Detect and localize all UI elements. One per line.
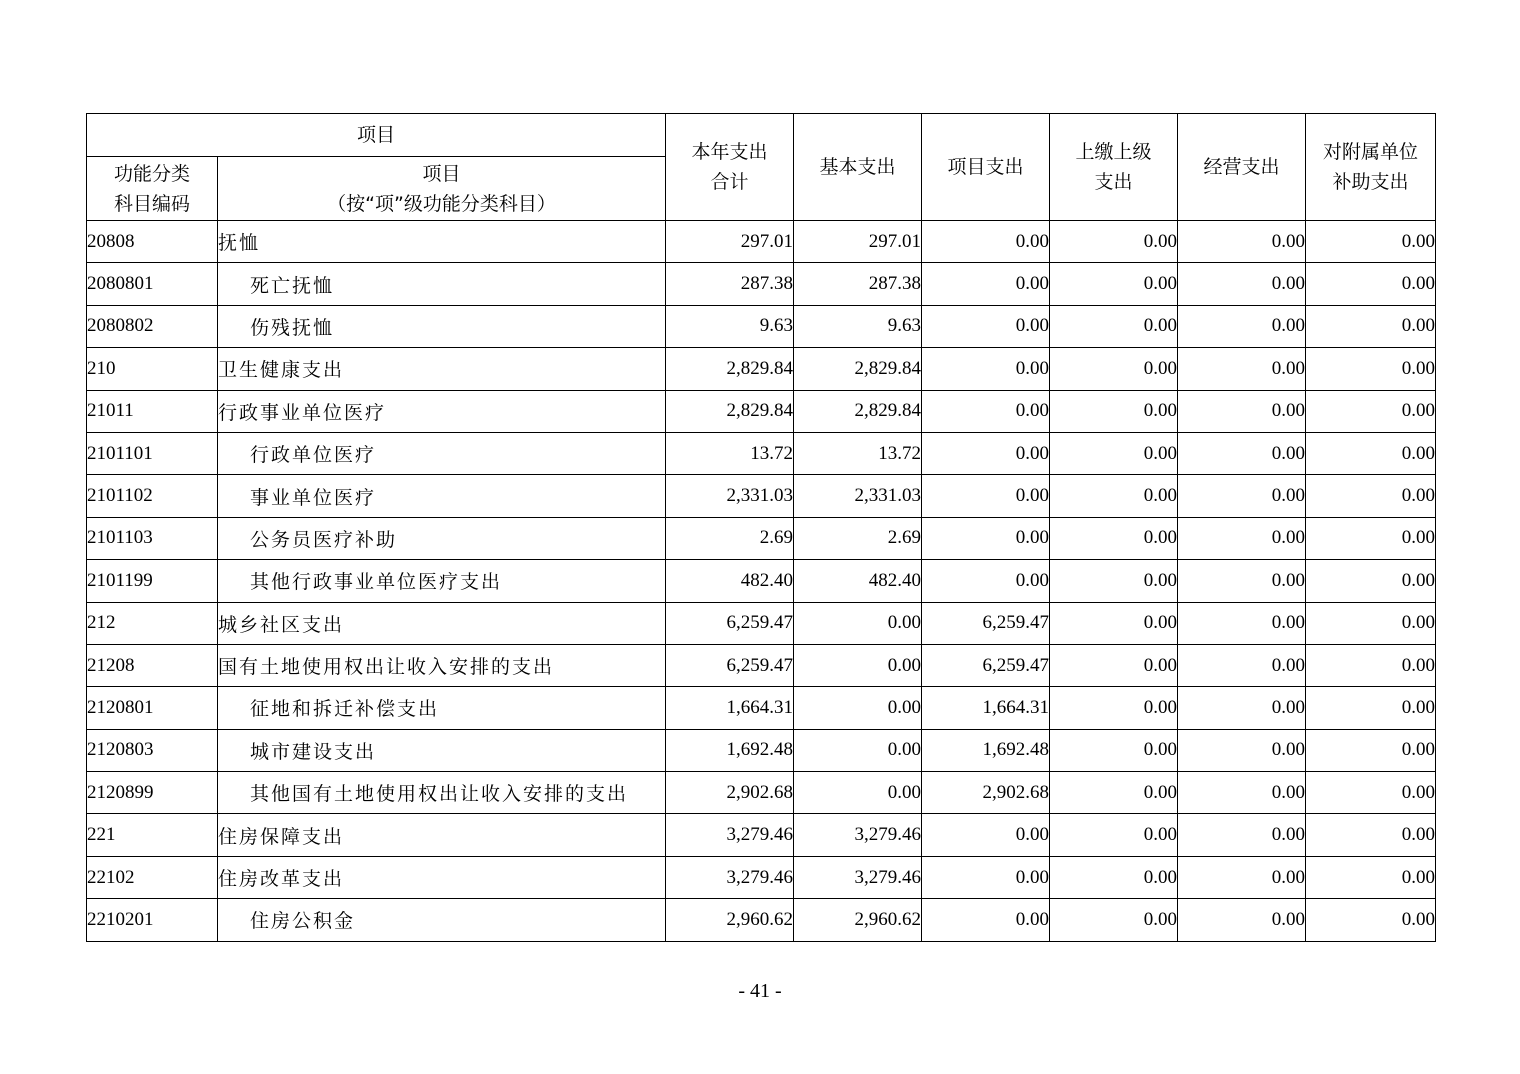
table-row — [87, 729, 1436, 771]
cell-operating: 0.00 — [1178, 305, 1306, 347]
cell-operating: 0.00 — [1178, 432, 1306, 474]
cell-operating: 0.00 — [1178, 560, 1306, 602]
cell-total: 13.72 — [666, 432, 794, 474]
cell-basic: 0.00 — [794, 644, 922, 686]
cell-name: 抚恤 — [218, 221, 666, 263]
table-row — [87, 305, 1436, 347]
cell-project: 0.00 — [922, 560, 1050, 602]
cell-total: 2,331.03 — [666, 475, 794, 517]
cell-subsidy: 0.00 — [1306, 390, 1436, 432]
cell-code: 2101102 — [87, 475, 218, 517]
cell-code: 2210201 — [87, 899, 218, 941]
cell-total: 6,259.47 — [666, 602, 794, 644]
cell-code: 2080802 — [87, 305, 218, 347]
cell-name: 住房改革支出 — [218, 856, 666, 898]
cell-code: 22102 — [87, 856, 218, 898]
cell-basic: 3,279.46 — [794, 856, 922, 898]
cell-basic: 2,829.84 — [794, 348, 922, 390]
cell-basic: 13.72 — [794, 432, 922, 474]
cell-operating: 0.00 — [1178, 390, 1306, 432]
header-name: 项目 （按“项”级功能分类科目） — [218, 157, 666, 221]
cell-project: 1,692.48 — [922, 729, 1050, 771]
table-row — [87, 390, 1436, 432]
table-row — [87, 899, 1436, 941]
cell-upper: 0.00 — [1050, 221, 1178, 263]
cell-upper: 0.00 — [1050, 475, 1178, 517]
header-project: 项目支出 — [922, 114, 1050, 221]
cell-total: 1,664.31 — [666, 687, 794, 729]
cell-project: 6,259.47 — [922, 644, 1050, 686]
table-body — [87, 221, 1436, 942]
cell-code: 212 — [87, 602, 218, 644]
cell-upper: 0.00 — [1050, 814, 1178, 856]
table-row — [87, 475, 1436, 517]
cell-name: 死亡抚恤 — [218, 263, 666, 305]
cell-name: 伤残抚恤 — [218, 305, 666, 347]
cell-code: 2120899 — [87, 772, 218, 814]
cell-upper: 0.00 — [1050, 856, 1178, 898]
table-row — [87, 772, 1436, 814]
cell-project: 0.00 — [922, 348, 1050, 390]
cell-name: 城市建设支出 — [218, 729, 666, 771]
cell-basic: 3,279.46 — [794, 814, 922, 856]
cell-code: 21208 — [87, 644, 218, 686]
cell-subsidy: 0.00 — [1306, 263, 1436, 305]
cell-name: 公务员医疗补助 — [218, 517, 666, 559]
cell-operating: 0.00 — [1178, 856, 1306, 898]
cell-project: 0.00 — [922, 814, 1050, 856]
cell-subsidy: 0.00 — [1306, 305, 1436, 347]
cell-code: 210 — [87, 348, 218, 390]
cell-code: 221 — [87, 814, 218, 856]
header-subsidy: 对附属单位 补助支出 — [1306, 114, 1436, 221]
cell-code: 2120803 — [87, 729, 218, 771]
header-code: 功能分类 科目编码 — [87, 157, 218, 221]
cell-upper: 0.00 — [1050, 687, 1178, 729]
cell-total: 287.38 — [666, 263, 794, 305]
cell-subsidy: 0.00 — [1306, 644, 1436, 686]
cell-subsidy: 0.00 — [1306, 517, 1436, 559]
cell-project: 0.00 — [922, 432, 1050, 474]
cell-name: 行政事业单位医疗 — [218, 390, 666, 432]
cell-basic: 0.00 — [794, 772, 922, 814]
cell-code: 21011 — [87, 390, 218, 432]
cell-code: 2120801 — [87, 687, 218, 729]
cell-operating: 0.00 — [1178, 602, 1306, 644]
expenditure-table — [86, 113, 1436, 942]
cell-subsidy: 0.00 — [1306, 475, 1436, 517]
cell-project: 0.00 — [922, 263, 1050, 305]
table-row — [87, 602, 1436, 644]
cell-subsidy: 0.00 — [1306, 687, 1436, 729]
cell-upper: 0.00 — [1050, 263, 1178, 305]
cell-code: 2101103 — [87, 517, 218, 559]
cell-subsidy: 0.00 — [1306, 856, 1436, 898]
cell-project: 6,259.47 — [922, 602, 1050, 644]
cell-subsidy: 0.00 — [1306, 814, 1436, 856]
cell-total: 9.63 — [666, 305, 794, 347]
cell-subsidy: 0.00 — [1306, 221, 1436, 263]
table-header — [87, 114, 1436, 221]
cell-total: 2,902.68 — [666, 772, 794, 814]
cell-total: 1,692.48 — [666, 729, 794, 771]
cell-name: 其他行政事业单位医疗支出 — [218, 560, 666, 602]
cell-operating: 0.00 — [1178, 517, 1306, 559]
cell-name: 征地和拆迁补偿支出 — [218, 687, 666, 729]
cell-name: 事业单位医疗 — [218, 475, 666, 517]
cell-basic: 0.00 — [794, 729, 922, 771]
cell-upper: 0.00 — [1050, 899, 1178, 941]
cell-name: 卫生健康支出 — [218, 348, 666, 390]
table-row — [87, 221, 1436, 263]
cell-project: 0.00 — [922, 856, 1050, 898]
cell-operating: 0.00 — [1178, 348, 1306, 390]
cell-operating: 0.00 — [1178, 814, 1306, 856]
cell-basic: 9.63 — [794, 305, 922, 347]
header-project-group: 项目 — [87, 114, 666, 157]
cell-project: 0.00 — [922, 517, 1050, 559]
cell-operating: 0.00 — [1178, 772, 1306, 814]
table-row — [87, 348, 1436, 390]
header-operating: 经营支出 — [1178, 114, 1306, 221]
table-row — [87, 814, 1436, 856]
table-row — [87, 517, 1436, 559]
cell-project: 0.00 — [922, 899, 1050, 941]
cell-project: 1,664.31 — [922, 687, 1050, 729]
header-total: 本年支出 合计 — [666, 114, 794, 221]
header-upper: 上缴上级 支出 — [1050, 114, 1178, 221]
table-row — [87, 856, 1436, 898]
cell-upper: 0.00 — [1050, 305, 1178, 347]
cell-subsidy: 0.00 — [1306, 348, 1436, 390]
cell-upper: 0.00 — [1050, 390, 1178, 432]
table-row — [87, 263, 1436, 305]
cell-basic: 2,331.03 — [794, 475, 922, 517]
cell-total: 297.01 — [666, 221, 794, 263]
cell-name: 国有土地使用权出让收入安排的支出 — [218, 644, 666, 686]
cell-name: 行政单位医疗 — [218, 432, 666, 474]
cell-upper: 0.00 — [1050, 348, 1178, 390]
cell-total: 3,279.46 — [666, 856, 794, 898]
cell-basic: 2,960.62 — [794, 899, 922, 941]
header-basic: 基本支出 — [794, 114, 922, 221]
cell-basic: 287.38 — [794, 263, 922, 305]
cell-upper: 0.00 — [1050, 729, 1178, 771]
cell-name: 其他国有土地使用权出让收入安排的支出 — [218, 772, 666, 814]
cell-name: 住房保障支出 — [218, 814, 666, 856]
cell-upper: 0.00 — [1050, 644, 1178, 686]
cell-code: 2101101 — [87, 432, 218, 474]
cell-operating: 0.00 — [1178, 729, 1306, 771]
table-row — [87, 687, 1436, 729]
cell-total: 2.69 — [666, 517, 794, 559]
cell-project: 2,902.68 — [922, 772, 1050, 814]
cell-total: 482.40 — [666, 560, 794, 602]
cell-subsidy: 0.00 — [1306, 602, 1436, 644]
cell-basic: 0.00 — [794, 602, 922, 644]
cell-upper: 0.00 — [1050, 560, 1178, 602]
cell-total: 3,279.46 — [666, 814, 794, 856]
cell-total: 2,829.84 — [666, 348, 794, 390]
cell-basic: 0.00 — [794, 687, 922, 729]
cell-operating: 0.00 — [1178, 221, 1306, 263]
cell-project: 0.00 — [922, 221, 1050, 263]
cell-name: 住房公积金 — [218, 899, 666, 941]
table-row — [87, 432, 1436, 474]
cell-basic: 2.69 — [794, 517, 922, 559]
cell-upper: 0.00 — [1050, 772, 1178, 814]
cell-basic: 297.01 — [794, 221, 922, 263]
cell-total: 2,960.62 — [666, 899, 794, 941]
cell-operating: 0.00 — [1178, 263, 1306, 305]
cell-operating: 0.00 — [1178, 687, 1306, 729]
cell-upper: 0.00 — [1050, 432, 1178, 474]
cell-name: 城乡社区支出 — [218, 602, 666, 644]
cell-project: 0.00 — [922, 475, 1050, 517]
cell-subsidy: 0.00 — [1306, 899, 1436, 941]
page-number: - 41 - — [738, 980, 782, 1002]
table-row — [87, 644, 1436, 686]
cell-basic: 2,829.84 — [794, 390, 922, 432]
cell-basic: 482.40 — [794, 560, 922, 602]
cell-operating: 0.00 — [1178, 475, 1306, 517]
cell-total: 6,259.47 — [666, 644, 794, 686]
cell-subsidy: 0.00 — [1306, 772, 1436, 814]
cell-project: 0.00 — [922, 390, 1050, 432]
cell-subsidy: 0.00 — [1306, 560, 1436, 602]
cell-operating: 0.00 — [1178, 899, 1306, 941]
table-row — [87, 560, 1436, 602]
cell-upper: 0.00 — [1050, 602, 1178, 644]
cell-upper: 0.00 — [1050, 517, 1178, 559]
cell-code: 2101199 — [87, 560, 218, 602]
cell-code: 2080801 — [87, 263, 218, 305]
cell-subsidy: 0.00 — [1306, 432, 1436, 474]
cell-operating: 0.00 — [1178, 644, 1306, 686]
cell-code: 20808 — [87, 221, 218, 263]
cell-subsidy: 0.00 — [1306, 729, 1436, 771]
cell-total: 2,829.84 — [666, 390, 794, 432]
cell-project: 0.00 — [922, 305, 1050, 347]
